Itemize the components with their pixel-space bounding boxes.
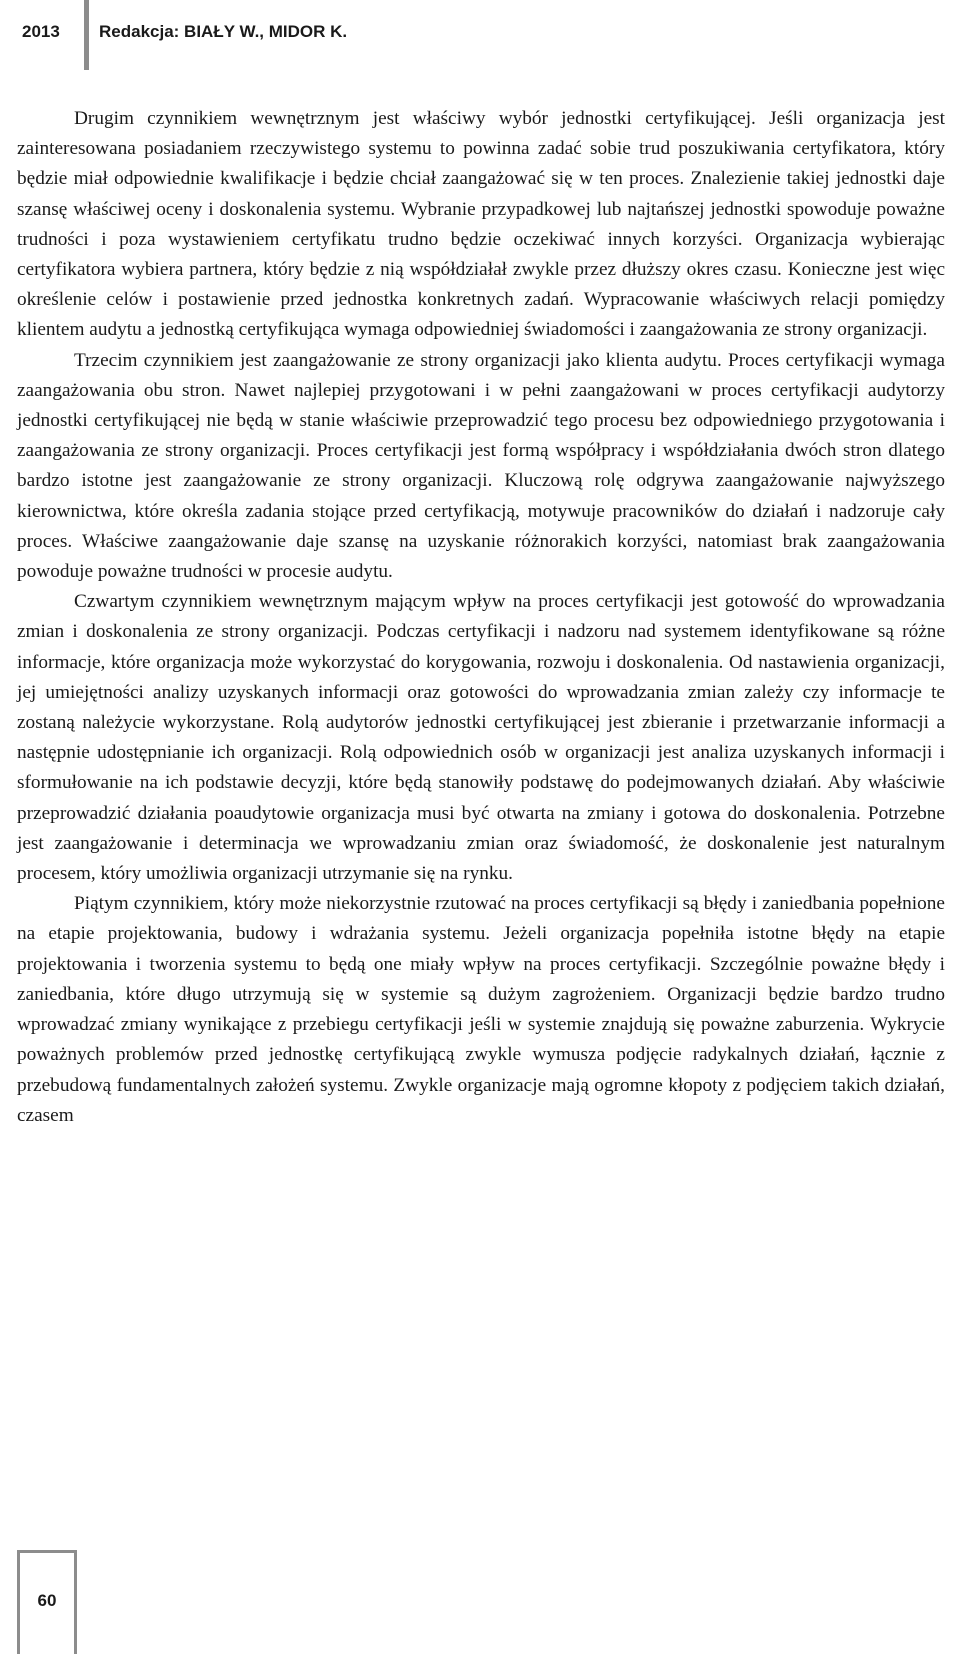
page-number-box bbox=[17, 1550, 77, 1654]
paragraph: Drugim czynnikiem wewnętrznym jest właściwy wybór jednostki certyfikującej. Jeśli organizacja jest zainteresowana posiadaniem rzeczywistego systemu to powinna zadać sobie trud poszukiwania certyfikatora, który będzie miał odpowiednie kwalifikacje i będzie chciał zaangażować się w ten proces. Znalezienie takiej jednostki daje szansę właściwej oceny i doskonalenia systemu. Wybranie przypadkowej lub najtańszej jednostki spowoduje poważne trudności i poza wystawieniem certyfikatu trudno będzie oczekiwać innych korzyści. Organizacja wybierając certyfikatora wybiera partnera, który będzie z nią współdziałał zwykle przez dłuższy okres czasu. Konieczne jest więc określenie celów i postawienie przed jednostka konkretnych zadań. Wypracowanie właściwych relacji pomiędzy klientem audytu a jednostką certyfikująca wymaga odpowiedniej świadomości i zaangażowania ze strony organizacji. bbox=[17, 108, 945, 341]
page-header bbox=[0, 0, 960, 66]
header-editors: Redakcja: BIAŁY W., MIDOR K. bbox=[99, 22, 348, 41]
header-divider bbox=[84, 0, 89, 70]
page-number: 60 bbox=[37, 1591, 57, 1610]
header-year: 2013 bbox=[22, 22, 60, 41]
paragraph: Czwartym czynnikiem wewnętrznym mającym wpływ na proces certyfikacji jest gotowość do wprowadzania zmian i doskonalenia ze strony organizacji. Podczas certyfikacji i nadzoru nad systemem identyfikowane są różne informacje, które organizacja może wykorzystać do korygowania, rozwoju i doskonalenia. Od nastawienia organizacji, jej umiejętności analizy uzyskanych informacji oraz gotowości do wprowadzania zmian zależy czy informacje te zostaną należycie wykorzystane. Rolą audytorów jednostki certyfikującej jest zbieranie i przetwarzanie informacji a następnie udostępnianie ich organizacji. Rolą odpowiednich osób w organizacji jest analiza uzyskanych informacji i sformułowanie na ich podstawie decyzji, które będą stanowiły podstawę do podejmowanych działań. Aby właściwie przeprowadzić działania poaudytowie organizacja musi być otwarta na zmiany i gotowa do doskonalenia. Potrzebne jest zaangażowanie i determinacja we wprowadzaniu zmian oraz świadomość, że doskonalenie jest naturalnym procesem, który umożliwia organizacji utrzymanie się na rynku. bbox=[17, 591, 945, 885]
body-text bbox=[17, 104, 945, 1131]
paragraph: Trzecim czynnikiem jest zaangażowanie ze strony organizacji jako klienta audytu. Proces certyfikacji wymaga zaangażowania obu stron. Nawet najlepiej przygotowani i w pełni zaangażowani w proces certyfikacji audytorzy jednostki certyfikującej nie będą w stanie właściwie przeprowadzić tego procesu bez odpowiedniego przygotowania i zaangażowania ze strony organizacji. Proces certyfikacji jest formą współpracy i współdziałania dwóch stron dlatego bardzo istotne jest zaangażowanie ze strony organizacji. Kluczową rolę odgrywa zaangażowanie najwyższego kierownictwa, które określa zadania stojące przed certyfikacją, motywuje pracowników do działań i nadzoruje cały proces. Właściwe zaangażowanie daje szansę na uzyskanie różnorakich korzyści, natomiast brak zaangażowania powoduje poważne trudności w procesie audytu. bbox=[17, 349, 945, 583]
paragraph: Piątym czynnikiem, który może niekorzystnie rzutować na proces certyfikacji są błędy i zaniedbania popełnione na etapie projektowania, budowy i wdrażania systemu. Jeżeli organizacja popełniła istotne błędy na etapie projektowania i tworzenia systemu to będą one miały wpływ na proces certyfikacji. Szczególnie poważne błędy i zaniedbania, które długo utrzymują się w systemie są dużym zagrożeniem. Organizacji będzie bardzo trudno wprowadzać zmiany wynikające z przebiegu certyfikacji jeśli w systemie znajdują się poważne zaburzenia. Wykrycie poważnych problemów przed jednostkę certyfikującą zwykle wymusza podjęcie radykalnych działań, łącznie z przebudową fundamentalnych założeń systemu. Zwykle organizacje mają ogromne kłopoty z podjęciem takich działań, czasem bbox=[17, 893, 945, 1126]
